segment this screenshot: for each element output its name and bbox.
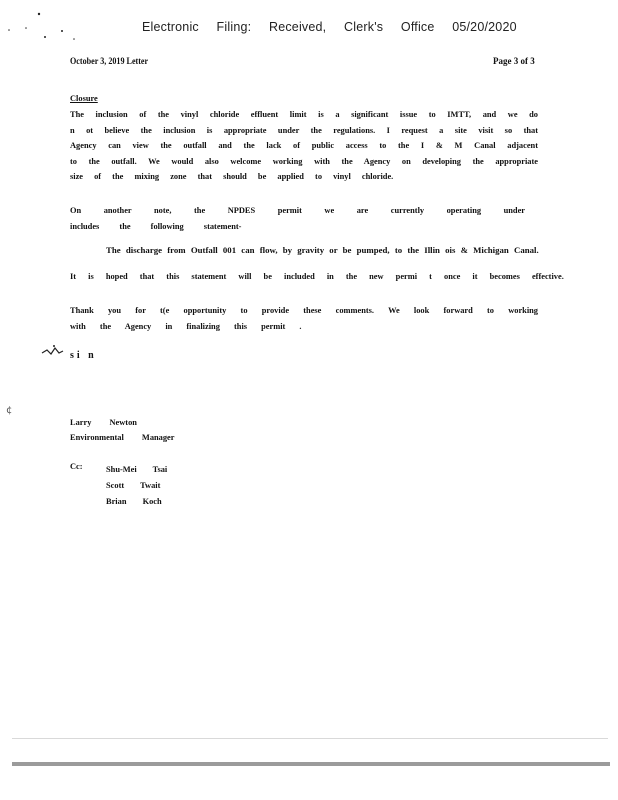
page-number: Page 3 of 3 xyxy=(493,56,535,66)
cc-recipient: Shu-Mei Tsai xyxy=(106,465,168,474)
filing-stamp: Electronic Filing: Received, Clerk's Office 05/20/2020 xyxy=(142,20,517,34)
letter-date-header: October 3, 2019 Letter xyxy=(70,56,149,66)
paragraph-1-text: The inclusion of the vinyl chloride effluent limit is a significant issue to IMTT, and we do n ot believe the inclusion is appropriate under the regulations. I request a site visit so that Agency can view the outfall and the lack of public access to the I & M Canal adjacent to the outfall. We would also welcome working with the Agency on developing the appropriate size of the mixing zone that should be applied to vinyl chloride. xyxy=(70,110,538,181)
footer-rule-light xyxy=(12,738,608,739)
paragraph-npdes xyxy=(70,203,525,234)
cc-label: Cc: xyxy=(70,462,83,471)
signature-scribble xyxy=(40,344,70,358)
signer-name: Larry Newton xyxy=(70,418,137,427)
paragraph-2-text: On another note, the NPDES permit we are currently operating under includes the following statement- xyxy=(70,206,525,231)
cc-recipient: Brian Koch xyxy=(106,497,162,506)
signer-title: Environmental Manager xyxy=(70,433,175,442)
paragraph-closure xyxy=(70,107,538,185)
section-heading-closure: Closure xyxy=(70,94,98,103)
cc-recipient: Scott Twait xyxy=(106,481,161,490)
paragraph-4-text: Thank you for t(e opportunity to provide these comments. We look forward to working with the Agency in finalizing this permit . xyxy=(70,306,538,331)
scan-specks xyxy=(0,0,120,50)
permit-quote: The discharge from Outfall 001 can flow, by gravity or be pumped, to the Illin ois & Michigan Canal. xyxy=(106,245,539,255)
footer-rule-dark xyxy=(12,762,610,766)
paragraph-hope: It is hoped that this statement will be included in the new permi t once it becomes effective. xyxy=(70,272,564,281)
signer-block xyxy=(70,415,174,445)
margin-mark: ¢ xyxy=(6,405,13,416)
paragraph-thanks xyxy=(70,303,538,334)
signature-text: si n xyxy=(70,350,97,361)
cc-list xyxy=(106,462,167,510)
